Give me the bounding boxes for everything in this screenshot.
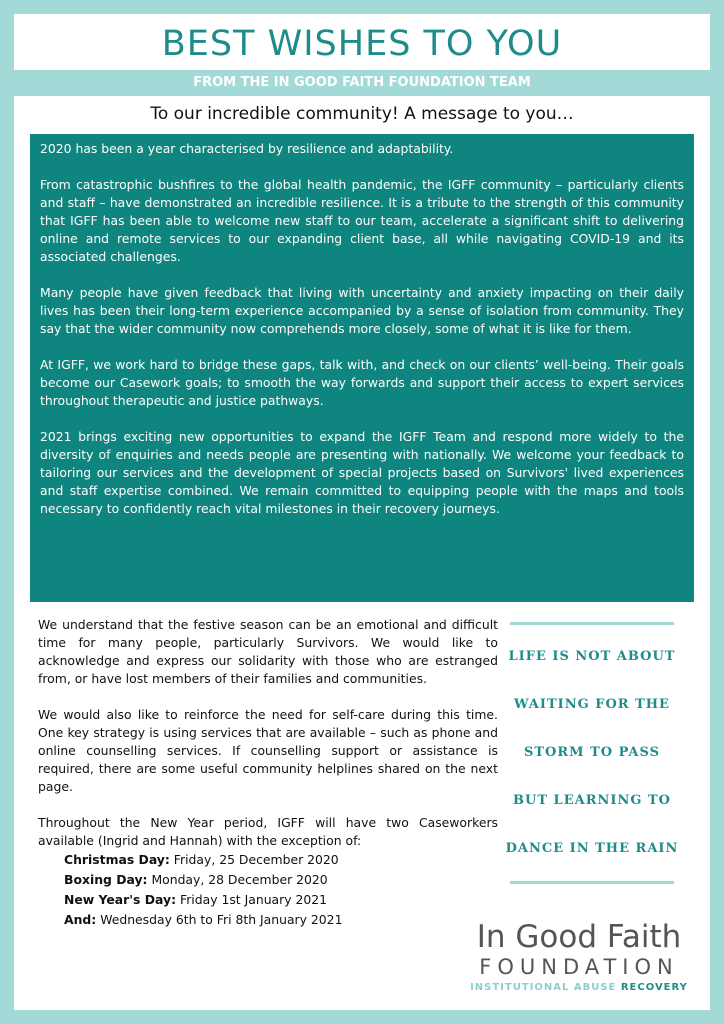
page-subtitle: FROM THE IN GOOD FAITH FOUNDATION TEAM xyxy=(193,75,531,90)
holiday-date: Monday, 28 December 2020 xyxy=(147,872,328,887)
logo-tag-part1: INSTITUTIONAL ABUSE xyxy=(470,982,617,993)
holiday-item xyxy=(64,890,498,910)
teal-paragraph: At IGFF, we work hard to bridge these gaps, talk with, and check on our clients’ well-being. Their goals become our Casework goals; to smooth the way forwards and support their access to expert services throughout therapeutic and justice pathways. xyxy=(40,357,684,408)
body-paragraph: We would also like to reinforce the need for self-care during this time. One key strategy is using services that are available – such as phone and online counselling services. If counselling support or assistance is required, there are some useful community helplines shared on the next page. xyxy=(38,707,498,794)
quote-bottom-rule xyxy=(510,881,674,884)
foundation-logo xyxy=(454,920,704,996)
holiday-item xyxy=(64,850,498,870)
holiday-label: And: xyxy=(64,912,97,927)
teal-paragraph: Many people have given feedback that living with uncertainty and anxiety impacting on their daily lives has been their long-term experience accompanied by a sense of isolation from community. They say that the wider community now comprehends more closely, some of what it is like for them. xyxy=(40,285,684,336)
body-paragraph: Throughout the New Year period, IGFF will have two Caseworkers available (Ingrid and Hannah) with the exception of: xyxy=(38,815,498,848)
holiday-date: Wednesday 6th to Fri 8th January 2021 xyxy=(96,912,343,927)
holiday-list xyxy=(38,850,498,930)
quote-line: DANCE IN THE RAIN xyxy=(505,841,679,856)
quote-line: BUT LEARNING TO xyxy=(513,793,671,808)
holiday-item xyxy=(64,910,498,930)
quote-line: WAITING FOR THE xyxy=(514,697,670,712)
page-title: BEST WISHES TO YOU xyxy=(161,24,563,64)
holiday-date: Friday, 25 December 2020 xyxy=(169,852,339,867)
teal-message-box xyxy=(30,134,694,602)
holiday-item xyxy=(64,870,498,890)
logo-sub-text: FOUNDATION xyxy=(479,955,679,979)
teal-paragraph: From catastrophic bushfires to the global health pandemic, the IGFF community – particularly clients and staff – have demonstrated an incredible resilience. It is a tribute to the strength of this community that IGFF has been able to welcome new staff to our team, accelerate a significant shift to delivering online and remote services to our expanding client base, all while navigating COVID-19 and its associated challenges. xyxy=(40,177,684,264)
body-column xyxy=(38,616,498,930)
holiday-label: New Year's Day: xyxy=(64,892,177,907)
quote-line: LIFE IS NOT ABOUT xyxy=(508,649,676,664)
flyer-page xyxy=(14,14,710,1010)
intro-line: To our incredible community! A message to you… xyxy=(150,104,574,124)
logo-tag-part2: RECOVERY xyxy=(620,982,688,993)
holiday-date: Friday 1st January 2021 xyxy=(176,892,328,907)
teal-paragraph: 2020 has been a year characterised by resilience and adaptability. xyxy=(40,141,454,156)
holiday-label: Boxing Day: xyxy=(64,872,148,887)
logo-main-text: In Good Faith xyxy=(476,919,682,955)
subtitle-band xyxy=(0,70,724,96)
body-paragraph: We understand that the festive season can be an emotional and difficult time for many people, particularly Survivors. We would like to acknowledge and express our solidarity with those who are estranged from, or have lost members of their families and communities. xyxy=(38,617,498,686)
holiday-label: Christmas Day: xyxy=(64,852,170,867)
quote-box xyxy=(498,622,686,884)
quote-line: STORM TO PASS xyxy=(523,745,661,760)
logo-tagline xyxy=(454,980,704,996)
teal-paragraph: 2021 brings exciting new opportunities to expand the IGFF Team and respond more widely to the diversity of enquiries and needs people are presenting with nationally. We welcome your feedback to tailoring our services and the development of special projects based on Survivors' lived experiences and staff expertise combined. We remain committed to equipping people with the maps and tools necessary to confidently reach vital milestones in their recovery journeys. xyxy=(40,429,684,516)
